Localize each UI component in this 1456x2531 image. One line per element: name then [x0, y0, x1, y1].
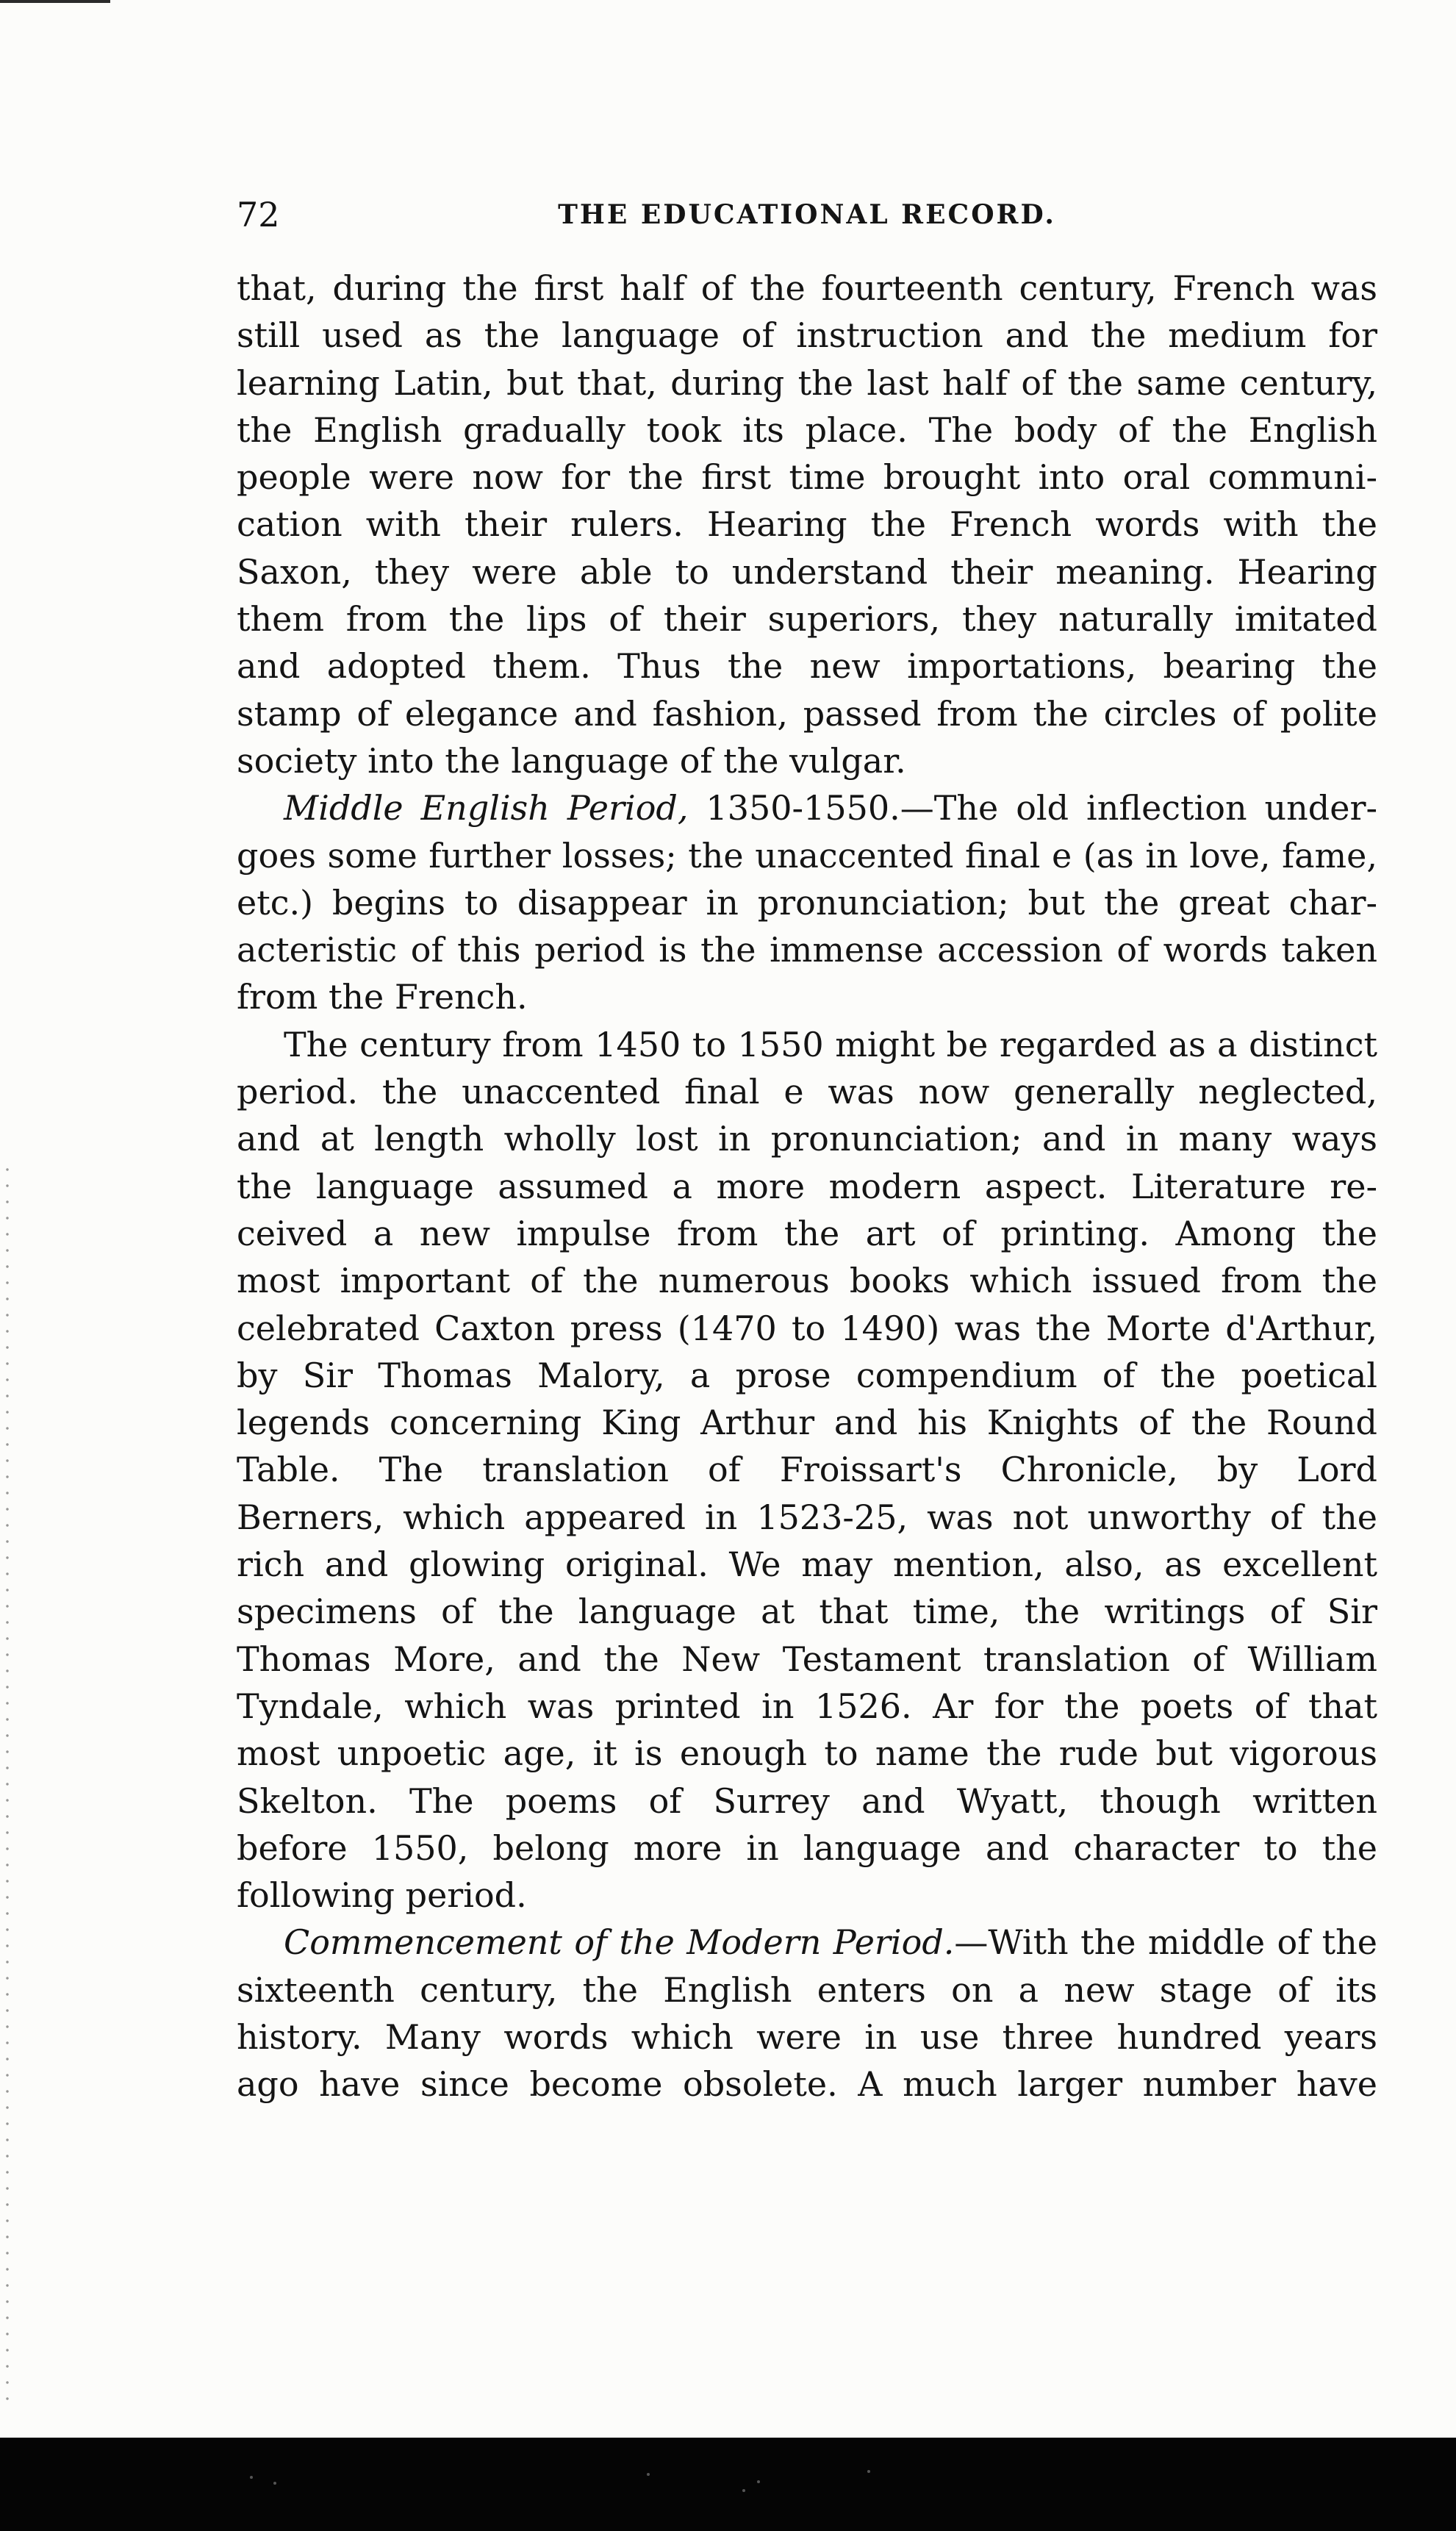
text-line: rich and glowing original. We may mention, also, as excellent: [237, 1544, 1377, 1585]
text-line: from the French.: [237, 977, 528, 1017]
text-line: and at length wholly lost in pronunciation; and in many ways: [237, 1119, 1377, 1159]
text-line: goes some further losses; the unaccented final e (as in love, fame,: [237, 835, 1377, 876]
text-line: and adopted them. Thus the new importations, bearing the: [237, 646, 1377, 687]
text-line: people were now for the first time brought into oral communi-: [237, 457, 1377, 498]
binding-edge-speckle: [4, 1161, 10, 2411]
paragraph-2: [237, 784, 1377, 1020]
text-line: sixteenth century, the English enters on a new stage of its: [237, 1969, 1377, 2010]
text-line: following period.: [237, 1875, 527, 1916]
text-line: etc.) begins to disappear in pronunciation; but the great char-: [237, 882, 1377, 923]
text-line: Saxon, they were able to understand their meaning. Hearing: [237, 551, 1377, 592]
text-line: Berners, which appeared in 1523-25, was not unworthy of the: [237, 1497, 1377, 1537]
paragraph-1: [237, 265, 1377, 784]
text-line: cation with their rulers. Hearing the French words with the: [237, 504, 1377, 545]
text-line: Thomas More, and the New Testament translation of William: [237, 1639, 1377, 1679]
scan-speck: [250, 2476, 253, 2479]
text-line: Tyndale, which was printed in 1526. Ar for the poets of that: [237, 1686, 1377, 1726]
text-fragment: —With the middle of the: [954, 1922, 1377, 1963]
text-line: period. the unaccented final e was now generally neglected,: [237, 1072, 1377, 1112]
text-line: most unpoetic age, it is enough to name the rude but vigorous: [237, 1733, 1377, 1774]
text-line: stamp of elegance and fashion, passed from the circles of polite: [237, 693, 1377, 734]
paragraph-4: [237, 1919, 1377, 2108]
text-line: specimens of the language at that time, the writings of Sir: [237, 1592, 1377, 1632]
page-number: 72: [237, 195, 280, 235]
text-line: by Sir Thomas Malory, a prose compendium of the poetical: [237, 1355, 1377, 1395]
body-text: [237, 265, 1377, 2108]
text-line: acteristic of this period is the immense accession of words taken: [237, 930, 1377, 970]
text-line: Skelton. The poems of Surrey and Wyatt, though written: [237, 1780, 1377, 1821]
text-line: learning Latin, but that, during the last half of the same century,: [237, 362, 1377, 403]
section-heading: Middle English Period,: [284, 788, 689, 828]
text-line: celebrated Caxton press (1470 to 1490) was the Morte d'Arthur,: [237, 1308, 1377, 1348]
text-line: still used as the language of instruction and the medium for: [237, 315, 1377, 356]
section-heading: Commencement of the Modern Period.: [284, 1922, 955, 1963]
page-header: [237, 193, 1377, 237]
text-line: [237, 784, 1377, 831]
text-line: most important of the numerous books which issued from the: [237, 1261, 1377, 1301]
top-edge-rule: [0, 0, 110, 3]
scan-speck: [742, 2489, 745, 2492]
scan-speck: [757, 2480, 760, 2483]
scan-speck: [867, 2470, 870, 2473]
scan-speck: [647, 2473, 650, 2476]
running-head: THE EDUCATIONAL RECORD.: [558, 199, 1056, 230]
text-line: that, during the first half of the fourteenth century, French was: [237, 268, 1377, 308]
text-line: ceived a new impulse from the art of printing. Among the: [237, 1213, 1377, 1253]
text-line: them from the lips of their superiors, they naturally imitated: [237, 599, 1377, 640]
text-line: The century from 1450 to 1550 might be regarded as a distinct: [284, 1024, 1377, 1064]
text-line: [237, 1919, 1377, 1966]
text-line: before 1550, belong more in language and character to the: [237, 1827, 1377, 1868]
text-line: the language assumed a more modern aspect. Literature re-: [237, 1166, 1377, 1206]
text-line: Table. The translation of Froissart's Chronicle, by Lord: [237, 1450, 1377, 1490]
scan-speck: [273, 2482, 276, 2485]
text-line: ago have since become obsolete. A much larger number have: [237, 2064, 1377, 2105]
text-line: legends concerning King Arthur and his Knights of the Round: [237, 1403, 1377, 1443]
text-fragment: 1350-1550.—The old inflection under-: [688, 788, 1377, 828]
text-line: history. Many words which were in use three hundred years: [237, 2016, 1377, 2057]
text-line: society into the language of the vulgar.: [237, 740, 906, 781]
text-line: the English gradually took its place. The body of the English: [237, 409, 1377, 450]
scan-bottom-band: [0, 2438, 1456, 2531]
paragraph-3: [237, 1021, 1377, 1919]
